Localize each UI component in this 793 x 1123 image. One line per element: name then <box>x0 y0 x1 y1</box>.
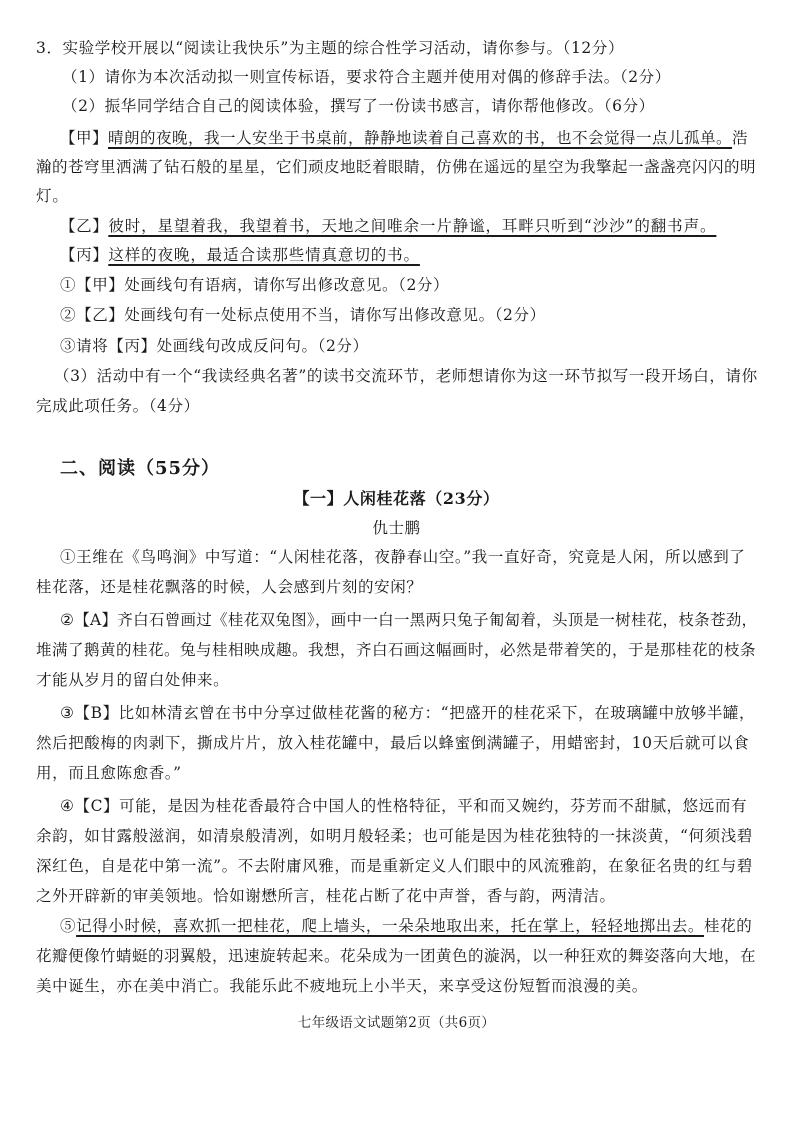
paragraph-line: 用，而且愈陈愈香。” <box>36 764 182 782</box>
yi-label: 【乙】 <box>60 217 109 235</box>
paragraph-line: ④【C】可能，是因为桂花香最符合中国人的性格特征，平和而又婉约，芬芳而不甜腻，悠远而有 <box>60 797 748 815</box>
section-2-heading: 二、阅读（55分） <box>60 458 221 479</box>
paragraph-line: 堆满了鹅黄的桂花。兔与桂相映成趣。我想，齐白石画这幅画时，必然是带着笑的，于是那桂花的枝条 <box>36 641 757 659</box>
question-3-sub2: （2）振华同学结合自己的阅读体验，撰写了一份读书感言，请你帮他修改。（6分） <box>62 97 655 115</box>
bing-underlined-sentence: 这样的夜晚，最适合读那些情真意切的书。 <box>108 246 420 264</box>
paragraph-line: 深红色，自是花中第一流”。不去附庸风雅，而是重新定义人们眼中的风流雅韵，在象征名贵的红与碧 <box>36 857 753 875</box>
paragraph-5-number: ⑤ <box>60 917 77 935</box>
task-2: ②【乙】处画线句有一处标点使用不当，请你写出修改意见。（2分） <box>60 306 546 324</box>
jia-label: 【甲】 <box>60 129 109 147</box>
article-author: 仇士鹏 <box>372 519 421 537</box>
page-footer: 七年级语文试题第2页（共6页） <box>297 1015 496 1031</box>
paragraph-line: 才能从岁月的留白处伸来。 <box>36 671 230 689</box>
yi-line <box>60 215 716 237</box>
paragraph-line: 桂花落，还是桂花飘落的时候，人会感到片刻的安闲？ <box>36 578 423 596</box>
paragraph-5-line-2: 花瓣便像竹蜻蜓的羽翼般，迅速旋转起来。花朵成为一团黄色的漩涡，以一种狂欢的舞姿落向大地，在 <box>36 947 757 965</box>
paragraph-5-underlined-sentence: 记得小时候，喜欢抓一把桂花，爬上墙头，一朵朵地取出来，托在掌上，轻轻地掷出去。 <box>76 917 705 935</box>
paragraph-line: ③【B】比如林清玄曾在书中分享过做桂花酱的秘方：“把盛开的桂花采下，在玻璃罐中放够半罐， <box>60 704 756 722</box>
paragraph-line: 余韵，如甘露般滋润，如清泉般清冽，如明月般轻柔；也可能是因为桂花独特的一抹淡黄，“何须浅碧 <box>36 827 753 845</box>
jia-underlined-sentence: 晴朗的夜晚，我一人安坐于书桌前，静静地读着自己喜欢的书，也不会觉得一点儿孤单。 <box>108 129 733 147</box>
question-3-sub1: （1）请你为本次活动拟一则宣传标语，要求符合主题并使用对偶的修辞手法。（2分） <box>62 68 671 86</box>
paragraph-5-text: 桂花的 <box>704 917 753 935</box>
question-3-sub3-line-1: （3）活动中有一个“我读经典名著”的读书交流环节，老师想请你为这一环节拟写一段开场白，请你 <box>54 367 758 385</box>
yi-underlined-sentence: 彼时，星望着我，我望着书，天地之间唯余一片静谧，耳畔只听到“沙沙”的翻书声。 <box>108 217 717 235</box>
jia-text: 浩 <box>732 129 749 147</box>
paragraph-line: ①王维在《鸟鸣涧》中写道：“人闲桂花落，夜静春山空。”我一直好奇，究竟是人闲，所以感到了 <box>60 548 746 566</box>
question-3-sub3-line-2: 完成此项任务。（4分） <box>36 397 200 415</box>
jia-line-3: 灯。 <box>36 187 69 205</box>
bing-label: 【丙】 <box>60 246 109 264</box>
paragraph-5-line-1 <box>60 915 752 937</box>
paragraph-line: 然后把酸梅的肉剥下，撕成片片，放入桂花罐中，最后以蜂蜜倒满罐子，用蜡密封，10天后就可以食 <box>36 734 750 752</box>
paragraph-5-line-3: 美中诞生，亦在美中消亡。我能乐此不疲地玩上小半天，来享受这份短暂而浪漫的美。 <box>36 977 648 995</box>
task-1: ①【甲】处画线句有语病，请你写出修改意见。（2分） <box>60 276 450 294</box>
bing-line <box>60 244 420 266</box>
jia-line-2: 瀚的苍穹里洒满了钻石般的星星，它们顽皮地眨着眼睛，仿佛在遥远的星空为我擎起一盏盏亮闪闪的明 <box>36 158 757 176</box>
article-title: 【一】人闲桂花落（23分） <box>293 489 500 508</box>
jia-line-1 <box>60 127 748 149</box>
task-3: ③请将【丙】处画线句改成反问句。（2分） <box>60 337 369 355</box>
question-3-stem: 3．实验学校开展以“阅读让我快乐”为主题的综合性学习活动，请你参与。（12分） <box>36 39 625 57</box>
paragraph-line: 之外开辟新的审美领地。恰如谢懋所言，桂花占断了花中声誉，香与韵，两清洁。 <box>36 887 616 905</box>
paragraph-line: ②【A】齐白石曾画过《桂花双兔图》，画中一白一黑两只兔子匍匐着，头顶是一树桂花，枝条苍劲， <box>60 611 758 629</box>
